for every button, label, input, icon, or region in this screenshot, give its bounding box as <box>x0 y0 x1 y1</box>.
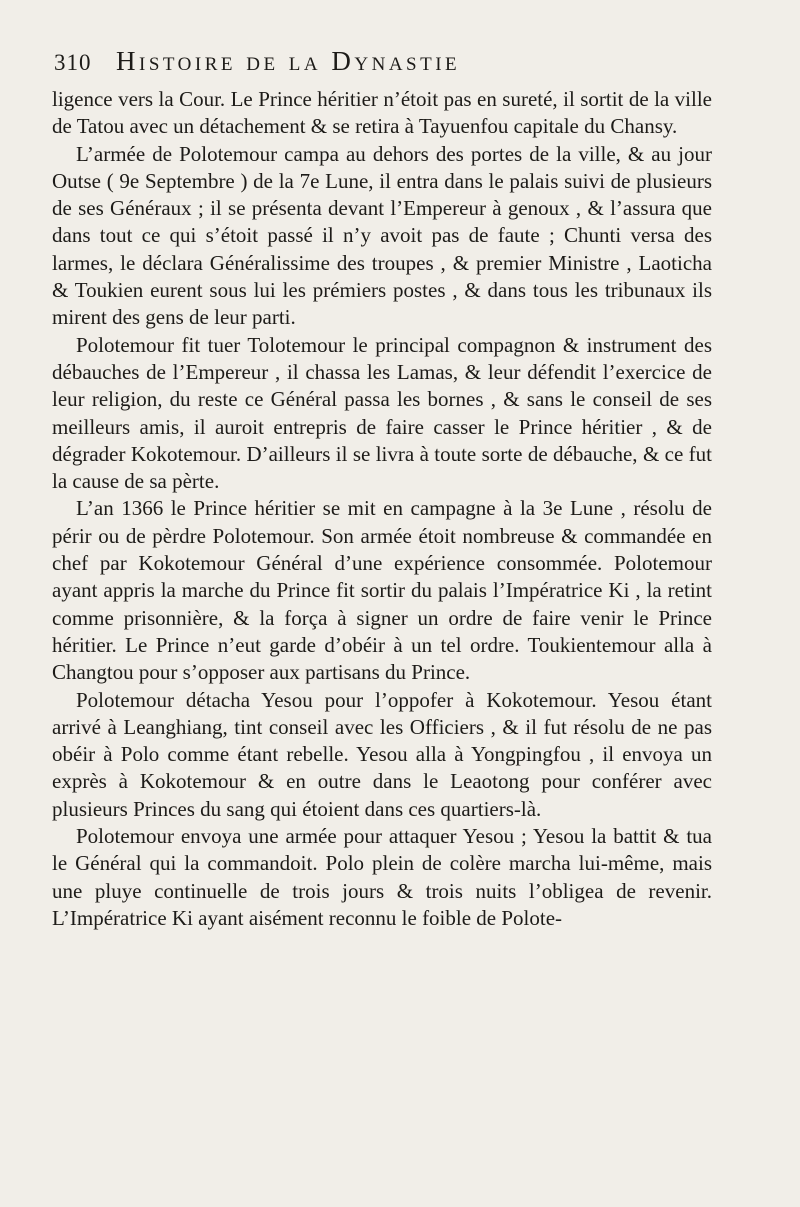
paragraph: L’an 1366 le Prince héritier se mit en campagne à la 3e Lune , résolu de périr ou de pèrdre Polotemour. Son armée étoit nombreuse & commandée en chef par Kokotemour Général d’une expérience consommée. Polotemour ayant appris la marche du Prince fit sortir du palais l’Impératrice Ki , la retint comme prisonnière, & la força à signer un ordre de faire venir le Prince héritier. Le Prince n’eut garde d’obéir à un tel ordre. Toukientemour alla à Changtou pour s’opposer aux partisans du Prince. <box>52 496 712 685</box>
paragraph: ligence vers la Cour. Le Prince héritier n’étoit pas en sureté, il sortit de la ville de Tatou avec un détachement & se retira à Tayuenfou capitale du Chansy. <box>52 87 712 139</box>
paragraph: Polotemour fit tuer Tolotemour le principal compagnon & instrument des débauches de l’Empereur , il chassa les Lamas, & leur défendit l’exercice de leur religion, du reste ce Général passa les bornes , & sans le conseil de ses meilleurs amis, il auroit entrepris de faire casser le Prince héritier , & de dégrader Kokotemour. D’ailleurs il se livra à toute sorte de débauche, & ce fut la cause de sa pèrte. <box>52 332 712 494</box>
paragraph: L’armée de Polotemour campa au dehors des portes de la ville, & au jour Outse ( 9e Septembre ) de la 7e Lune, il entra dans le palais suivi de plusieurs de ses Généraux ; il se présenta devant l’Empereur à genoux , & l’assura que dans tout ce qui s’étoit passé il n’y avoit pas de faute ; Chunti versa des larmes, le déclara Généralissime des troupes , & premier Ministre , Laoticha & Toukien eurent sous lui les prémiers postes , & dans tous les tribunaux ils mirent des gens de leur parti. <box>52 141 712 330</box>
body-text <box>52 86 712 932</box>
paragraph: Polotemour détacha Yesou pour l’oppofer à Kokotemour. Yesou étant arrivé à Leanghiang, tint conseil avec les Officiers , & il fut résolu de ne pas obéir à Polo comme étant rebelle. Yesou alla à Yongpingfou , il envoya un exprès à Kokotemour & en outre dans le Leaotong pour conférer avec plusieurs Princes du sang qui étoient dans ces quartiers-là. <box>52 687 712 821</box>
running-head <box>54 46 674 86</box>
paragraph: Polotemour envoya une armée pour attaquer Yesou ; Yesou la battit & tua le Général qui la commandoit. Polo plein de colère marcha lui-même, mais une pluye continuelle de trois jours & trois nuits l’obligea de revenir. L’Impératrice Ki ayant aisément reconnu le foible de Polote- <box>52 824 712 930</box>
running-title: Histoire de la Dynastie <box>116 46 461 76</box>
page-number: 310 <box>54 50 92 75</box>
